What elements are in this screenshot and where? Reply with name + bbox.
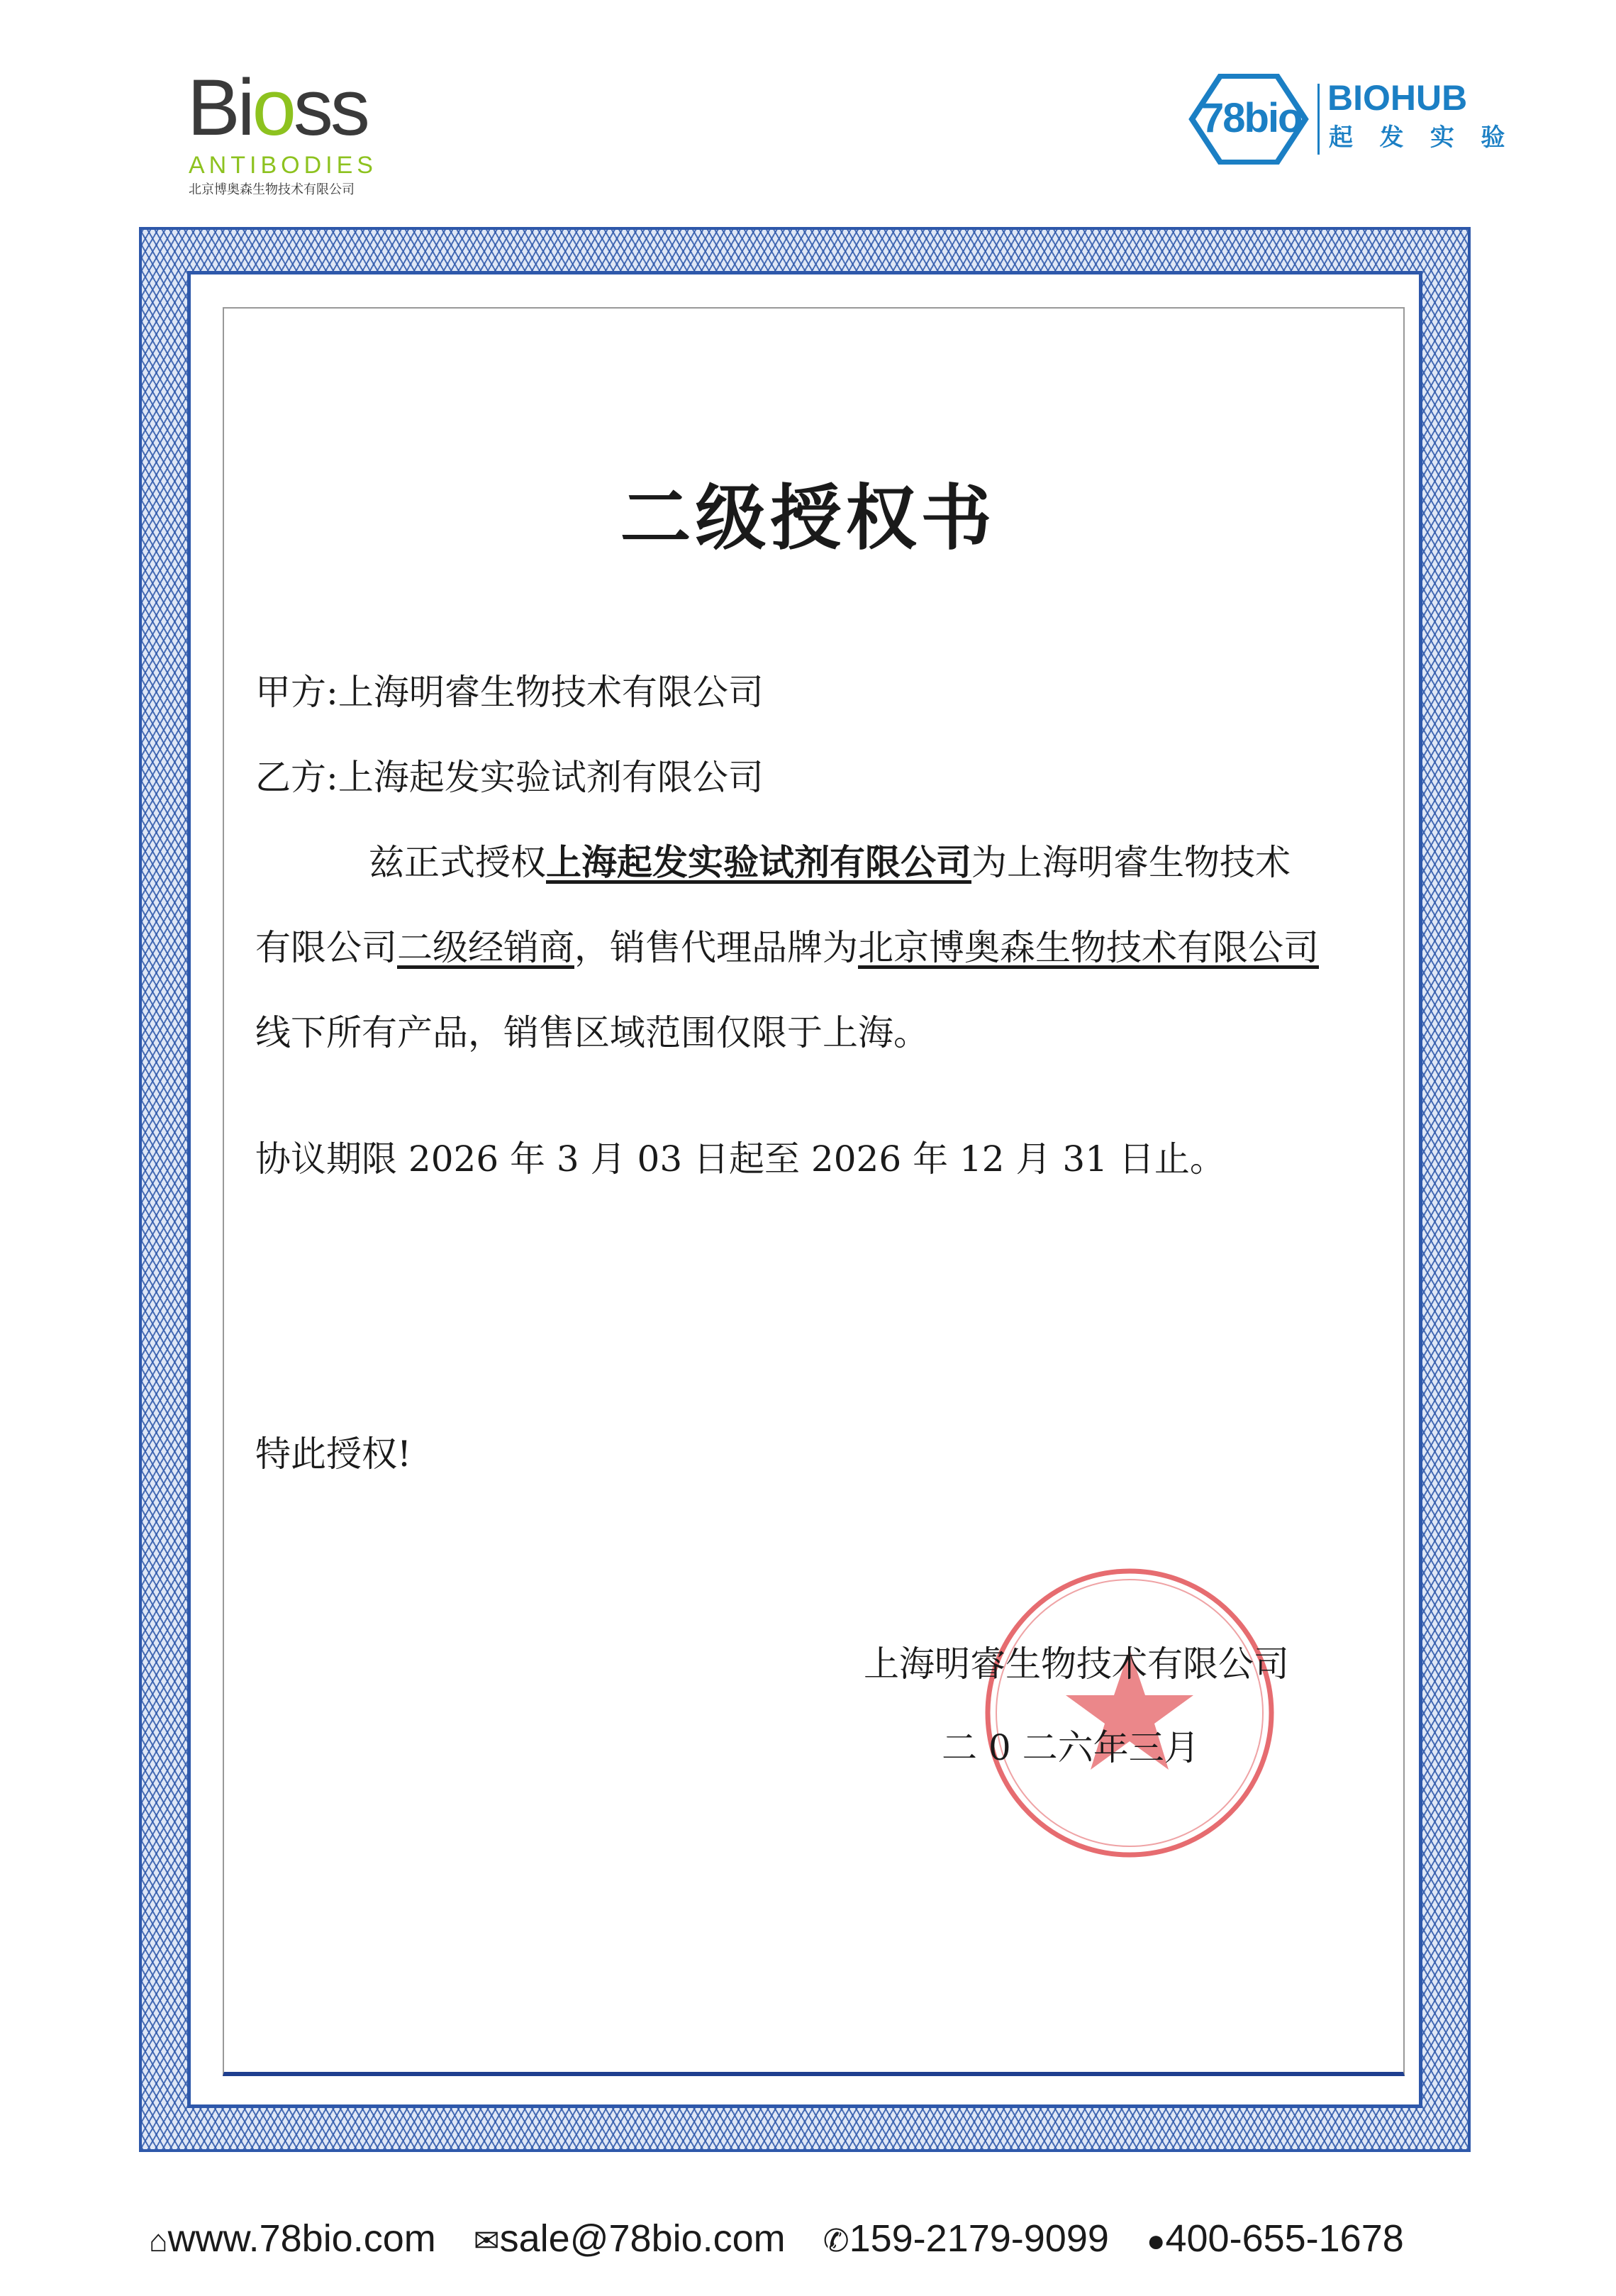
authorization-line-2 bbox=[255, 926, 1319, 969]
biohub-logo bbox=[1188, 74, 1515, 166]
website-item[interactable] bbox=[149, 2217, 436, 2260]
email-link[interactable]: sale@78bio.com bbox=[499, 2217, 786, 2260]
hotline-number: 400-655-1678 bbox=[1165, 2217, 1404, 2260]
bioss-wordmark: Bioss bbox=[187, 63, 367, 152]
document-title: 二级授权书 bbox=[620, 476, 996, 560]
phone-number: 159-2179-9099 bbox=[849, 2217, 1109, 2260]
email-item[interactable] bbox=[474, 2217, 786, 2260]
party-b: 乙方:上海起发实验试剂有限公司 bbox=[255, 757, 764, 798]
home-icon: ⌂ bbox=[149, 2224, 168, 2258]
authorized-company: 上海起发实验试剂有限公司 bbox=[546, 841, 971, 883]
agreement-term: 协议期限 2026 年 3 月 03 日起至 2026 年 12 月 31 日止。 bbox=[255, 1138, 1225, 1180]
qq-icon: ● bbox=[1146, 2224, 1166, 2258]
phone-item bbox=[823, 2217, 1109, 2260]
text: 为上海明睿生物技术 bbox=[971, 842, 1291, 883]
biohub-brand-cn: 起 发 实 验 bbox=[1329, 124, 1515, 151]
text: 有限公司 bbox=[255, 927, 397, 968]
contact-footer bbox=[149, 2217, 1431, 2261]
bioss-logo bbox=[187, 63, 400, 203]
authorization-line-1 bbox=[369, 841, 1291, 884]
company-seal-stamp bbox=[981, 1564, 1278, 1862]
text: 兹正式授权 bbox=[369, 842, 546, 883]
brand-company: 北京博奥森生物技术有限公司 bbox=[858, 927, 1319, 968]
signer-company: 上海明睿生物技术有限公司 bbox=[864, 1643, 1289, 1685]
biohub-mark: 78bio bbox=[1201, 95, 1302, 141]
closing-text: 特此授权! bbox=[255, 1433, 412, 1475]
authorization-line-3: 线下所有产品，销售区域范围仅限于上海。 bbox=[255, 1012, 929, 1053]
mail-icon: ✉ bbox=[473, 2224, 500, 2258]
biohub-brand: BIOHUB bbox=[1327, 78, 1468, 118]
signing-date: 二 0 二六年三月 bbox=[942, 1727, 1200, 1768]
bioss-company-cn: 北京博奥森生物技术有限公司 bbox=[189, 182, 355, 196]
logo-divider bbox=[1317, 84, 1320, 155]
bioss-subtitle: ANTIBODIES bbox=[189, 152, 377, 179]
text: ，销售代理品牌为 bbox=[574, 927, 858, 968]
hotline-item bbox=[1147, 2217, 1404, 2260]
party-a: 甲方:上海明睿生物技术有限公司 bbox=[255, 672, 764, 713]
distributor-level: 二级经销商 bbox=[397, 927, 574, 968]
website-link[interactable]: www.78bio.com bbox=[167, 2217, 436, 2260]
phone-icon: ✆ bbox=[823, 2224, 849, 2258]
